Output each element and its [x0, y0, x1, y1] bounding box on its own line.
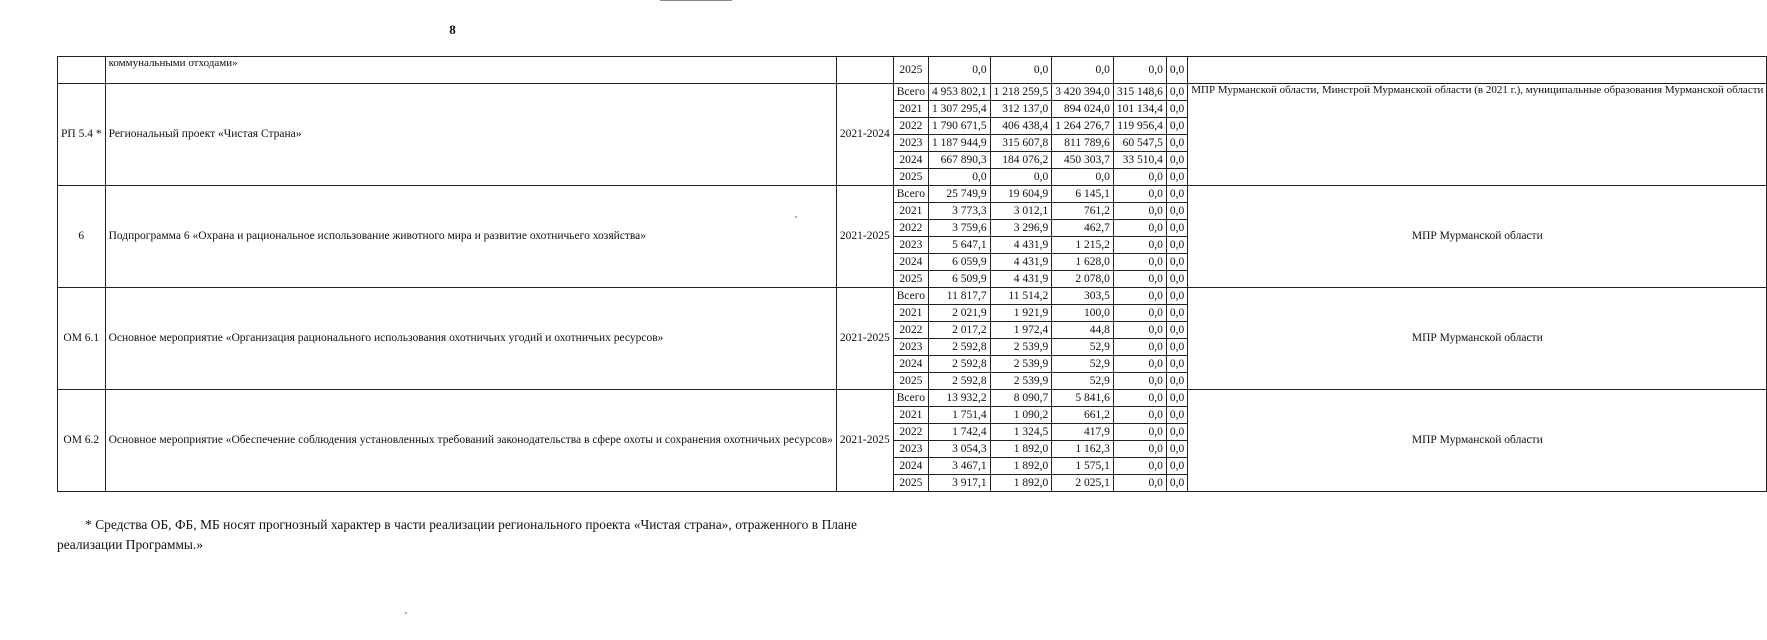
year-cell: 2021 [893, 101, 928, 118]
value-cell: 3 420 394,0 [1052, 84, 1114, 101]
value-cell: 2 539,9 [990, 339, 1052, 356]
scan-speck [405, 612, 407, 614]
value-cell: 119 956,4 [1113, 118, 1166, 135]
year-cell: 2021 [893, 203, 928, 220]
value-cell: 0,0 [1166, 152, 1187, 169]
value-cell: 52,9 [1052, 339, 1114, 356]
value-cell: 0,0 [1166, 169, 1187, 186]
scan-speck [795, 216, 797, 218]
value-cell: 0,0 [1166, 135, 1187, 152]
value-cell: 0,0 [1113, 254, 1166, 271]
value-cell: 100,0 [1052, 305, 1114, 322]
value-cell: 0,0 [1166, 305, 1187, 322]
year-cell: Всего [893, 84, 928, 101]
value-cell: 0,0 [1113, 407, 1166, 424]
value-cell: 0,0 [1113, 458, 1166, 475]
value-cell: 1 892,0 [990, 475, 1052, 492]
value-cell: 0,0 [1113, 220, 1166, 237]
value-cell: 0,0 [1113, 305, 1166, 322]
value-cell: 1 921,9 [990, 305, 1052, 322]
value-cell: 761,2 [1052, 203, 1114, 220]
value-cell: 0,0 [1166, 373, 1187, 390]
value-cell: 0,0 [1113, 441, 1166, 458]
value-cell: 0,0 [1113, 322, 1166, 339]
executor-cell: МПР Мурманской области [1188, 288, 1767, 390]
value-cell: 4 953 802,1 [928, 84, 990, 101]
value-cell: 667 890,3 [928, 152, 990, 169]
value-cell: 303,5 [1052, 288, 1114, 305]
value-cell: 0,0 [928, 57, 990, 84]
value-cell: 417,9 [1052, 424, 1114, 441]
value-cell: 0,0 [1166, 237, 1187, 254]
value-cell: 2 021,9 [928, 305, 990, 322]
year-cell: 2025 [893, 169, 928, 186]
year-cell: 2022 [893, 424, 928, 441]
footnote: * Средства ОБ, ФБ, МБ носят прогнозный характер в части реализации регионального проекта «Чистая страна», отраженного в Плане реализации Программы.» [57, 517, 857, 553]
value-cell: 0,0 [1166, 186, 1187, 203]
value-cell: 0,0 [1113, 186, 1166, 203]
program-name-cell: Подпрограмма 6 «Охрана и рациональное использование животного мира и развитие охотничьего хозяйства» [105, 186, 836, 288]
value-cell: 2 017,2 [928, 322, 990, 339]
period-cell [836, 57, 893, 84]
value-cell: 25 749,9 [928, 186, 990, 203]
value-cell: 0,0 [1052, 57, 1114, 84]
value-cell: 0,0 [1166, 458, 1187, 475]
table-row [58, 186, 1767, 203]
value-cell: 0,0 [1166, 407, 1187, 424]
value-cell: 0,0 [1113, 424, 1166, 441]
year-cell: 2021 [893, 305, 928, 322]
value-cell: 33 510,4 [1113, 152, 1166, 169]
value-cell: 1 575,1 [1052, 458, 1114, 475]
value-cell: 3 917,1 [928, 475, 990, 492]
value-cell: 1 218 259,5 [990, 84, 1052, 101]
value-cell: 0,0 [1166, 356, 1187, 373]
year-cell: 2022 [893, 118, 928, 135]
year-cell: 2024 [893, 152, 928, 169]
value-cell: 894 024,0 [1052, 101, 1114, 118]
value-cell: 0,0 [1166, 390, 1187, 407]
value-cell: 0,0 [1166, 322, 1187, 339]
value-cell: 44,8 [1052, 322, 1114, 339]
code-cell [58, 57, 106, 84]
value-cell: 315 607,8 [990, 135, 1052, 152]
year-cell: 2025 [893, 373, 928, 390]
value-cell: 5 841,6 [1052, 390, 1114, 407]
value-cell: 3 296,9 [990, 220, 1052, 237]
value-cell: 6 509,9 [928, 271, 990, 288]
program-name-cell: Основное мероприятие «Обеспечение соблюдения установленных требований законодательства в сфере охоты и сохранения охотничьих ресурсов» [105, 390, 836, 492]
year-cell: 2024 [893, 356, 928, 373]
year-cell: 2023 [893, 237, 928, 254]
value-cell: 0,0 [1166, 118, 1187, 135]
value-cell: 2 592,8 [928, 356, 990, 373]
value-cell: 0,0 [1166, 254, 1187, 271]
value-cell: 4 431,9 [990, 254, 1052, 271]
value-cell: 5 647,1 [928, 237, 990, 254]
table-row [58, 57, 1767, 84]
value-cell: 0,0 [1113, 288, 1166, 305]
table-row [58, 390, 1767, 407]
value-cell: 0,0 [1113, 339, 1166, 356]
program-name-cell: Региональный проект «Чистая Страна» [105, 84, 836, 186]
year-cell: 2022 [893, 220, 928, 237]
value-cell: 1 751,4 [928, 407, 990, 424]
code-cell: РП 5.4 * [58, 84, 106, 186]
executor-cell: МПР Мурманской области [1188, 390, 1767, 492]
value-cell: 0,0 [1166, 288, 1187, 305]
budget-table [57, 56, 1767, 492]
value-cell: 0,0 [1052, 169, 1114, 186]
value-cell: 1 324,5 [990, 424, 1052, 441]
year-cell: 2021 [893, 407, 928, 424]
value-cell: 1 307 295,4 [928, 101, 990, 118]
year-cell: 2025 [893, 271, 928, 288]
code-cell: ОМ 6.1 [58, 288, 106, 390]
year-cell: 2023 [893, 441, 928, 458]
year-cell: 2024 [893, 254, 928, 271]
value-cell: 3 467,1 [928, 458, 990, 475]
code-cell: ОМ 6.2 [58, 390, 106, 492]
value-cell: 0,0 [990, 57, 1052, 84]
value-cell: 11 817,7 [928, 288, 990, 305]
value-cell: 13 932,2 [928, 390, 990, 407]
table-row [58, 288, 1767, 305]
value-cell: 0,0 [1166, 57, 1187, 84]
value-cell: 0,0 [1113, 271, 1166, 288]
value-cell: 6 059,9 [928, 254, 990, 271]
value-cell: 462,7 [1052, 220, 1114, 237]
value-cell: 811 789,6 [1052, 135, 1114, 152]
value-cell: 0,0 [1113, 475, 1166, 492]
value-cell: 1 742,4 [928, 424, 990, 441]
value-cell: 3 012,1 [990, 203, 1052, 220]
value-cell: 1 892,0 [990, 458, 1052, 475]
program-name-cell: коммунальными отходами» [105, 57, 836, 84]
year-cell: 2025 [893, 475, 928, 492]
code-cell: 6 [58, 186, 106, 288]
year-cell: 2023 [893, 135, 928, 152]
value-cell: 0,0 [1166, 203, 1187, 220]
value-cell: 661,2 [1052, 407, 1114, 424]
year-cell: 2022 [893, 322, 928, 339]
value-cell: 312 137,0 [990, 101, 1052, 118]
value-cell: 1 892,0 [990, 441, 1052, 458]
value-cell: 0,0 [990, 169, 1052, 186]
value-cell: 450 303,7 [1052, 152, 1114, 169]
program-name-cell: Основное мероприятие «Организация рационального использования охотничьих угодий и охотничьих ресурсов» [105, 288, 836, 390]
year-cell: Всего [893, 390, 928, 407]
value-cell: 184 076,2 [990, 152, 1052, 169]
executor-cell [1188, 57, 1767, 84]
value-cell: 0,0 [1166, 84, 1187, 101]
period-cell: 2021-2025 [836, 288, 893, 390]
page-number: 8 [449, 22, 456, 37]
value-cell: 0,0 [1166, 220, 1187, 237]
value-cell: 6 145,1 [1052, 186, 1114, 203]
value-cell: 3 773,3 [928, 203, 990, 220]
value-cell: 101 134,4 [1113, 101, 1166, 118]
value-cell: 8 090,7 [990, 390, 1052, 407]
value-cell: 60 547,5 [1113, 135, 1166, 152]
value-cell: 0,0 [1113, 390, 1166, 407]
value-cell: 19 604,9 [990, 186, 1052, 203]
period-cell: 2021-2024 [836, 84, 893, 186]
executor-cell: МПР Мурманской области [1188, 186, 1767, 288]
value-cell: 0,0 [1113, 356, 1166, 373]
value-cell: 0,0 [1166, 475, 1187, 492]
year-cell: Всего [893, 186, 928, 203]
value-cell: 1 790 671,5 [928, 118, 990, 135]
value-cell: 2 025,1 [1052, 475, 1114, 492]
value-cell: 0,0 [928, 169, 990, 186]
value-cell: 0,0 [1166, 101, 1187, 118]
value-cell: 52,9 [1052, 373, 1114, 390]
top-edge-line [660, 0, 732, 1]
value-cell: 0,0 [1113, 373, 1166, 390]
value-cell: 0,0 [1166, 441, 1187, 458]
value-cell: 0,0 [1166, 339, 1187, 356]
period-cell: 2021-2025 [836, 186, 893, 288]
value-cell: 1 215,2 [1052, 237, 1114, 254]
year-cell: 2023 [893, 339, 928, 356]
value-cell: 0,0 [1166, 271, 1187, 288]
year-cell: 2025 [893, 57, 928, 84]
value-cell: 2 078,0 [1052, 271, 1114, 288]
value-cell: 1 162,3 [1052, 441, 1114, 458]
value-cell: 3 054,3 [928, 441, 990, 458]
value-cell: 2 539,9 [990, 356, 1052, 373]
table-row [58, 84, 1767, 101]
value-cell: 406 438,4 [990, 118, 1052, 135]
value-cell: 3 759,6 [928, 220, 990, 237]
value-cell: 1 628,0 [1052, 254, 1114, 271]
value-cell: 52,9 [1052, 356, 1114, 373]
period-cell: 2021-2025 [836, 390, 893, 492]
value-cell: 1 264 276,7 [1052, 118, 1114, 135]
value-cell: 1 972,4 [990, 322, 1052, 339]
year-cell: 2024 [893, 458, 928, 475]
value-cell: 4 431,9 [990, 237, 1052, 254]
value-cell: 0,0 [1113, 203, 1166, 220]
value-cell: 2 592,8 [928, 373, 990, 390]
value-cell: 0,0 [1113, 169, 1166, 186]
value-cell: 2 592,8 [928, 339, 990, 356]
executor-cell: МПР Мурманской области, Минстрой Мурманской области (в 2021 г.), муниципальные образования Мурманской области [1188, 84, 1767, 186]
year-cell: Всего [893, 288, 928, 305]
value-cell: 0,0 [1166, 424, 1187, 441]
value-cell: 0,0 [1113, 237, 1166, 254]
value-cell: 315 148,6 [1113, 84, 1166, 101]
value-cell: 1 090,2 [990, 407, 1052, 424]
value-cell: 4 431,9 [990, 271, 1052, 288]
value-cell: 11 514,2 [990, 288, 1052, 305]
value-cell: 1 187 944,9 [928, 135, 990, 152]
value-cell: 0,0 [1113, 57, 1166, 84]
value-cell: 2 539,9 [990, 373, 1052, 390]
